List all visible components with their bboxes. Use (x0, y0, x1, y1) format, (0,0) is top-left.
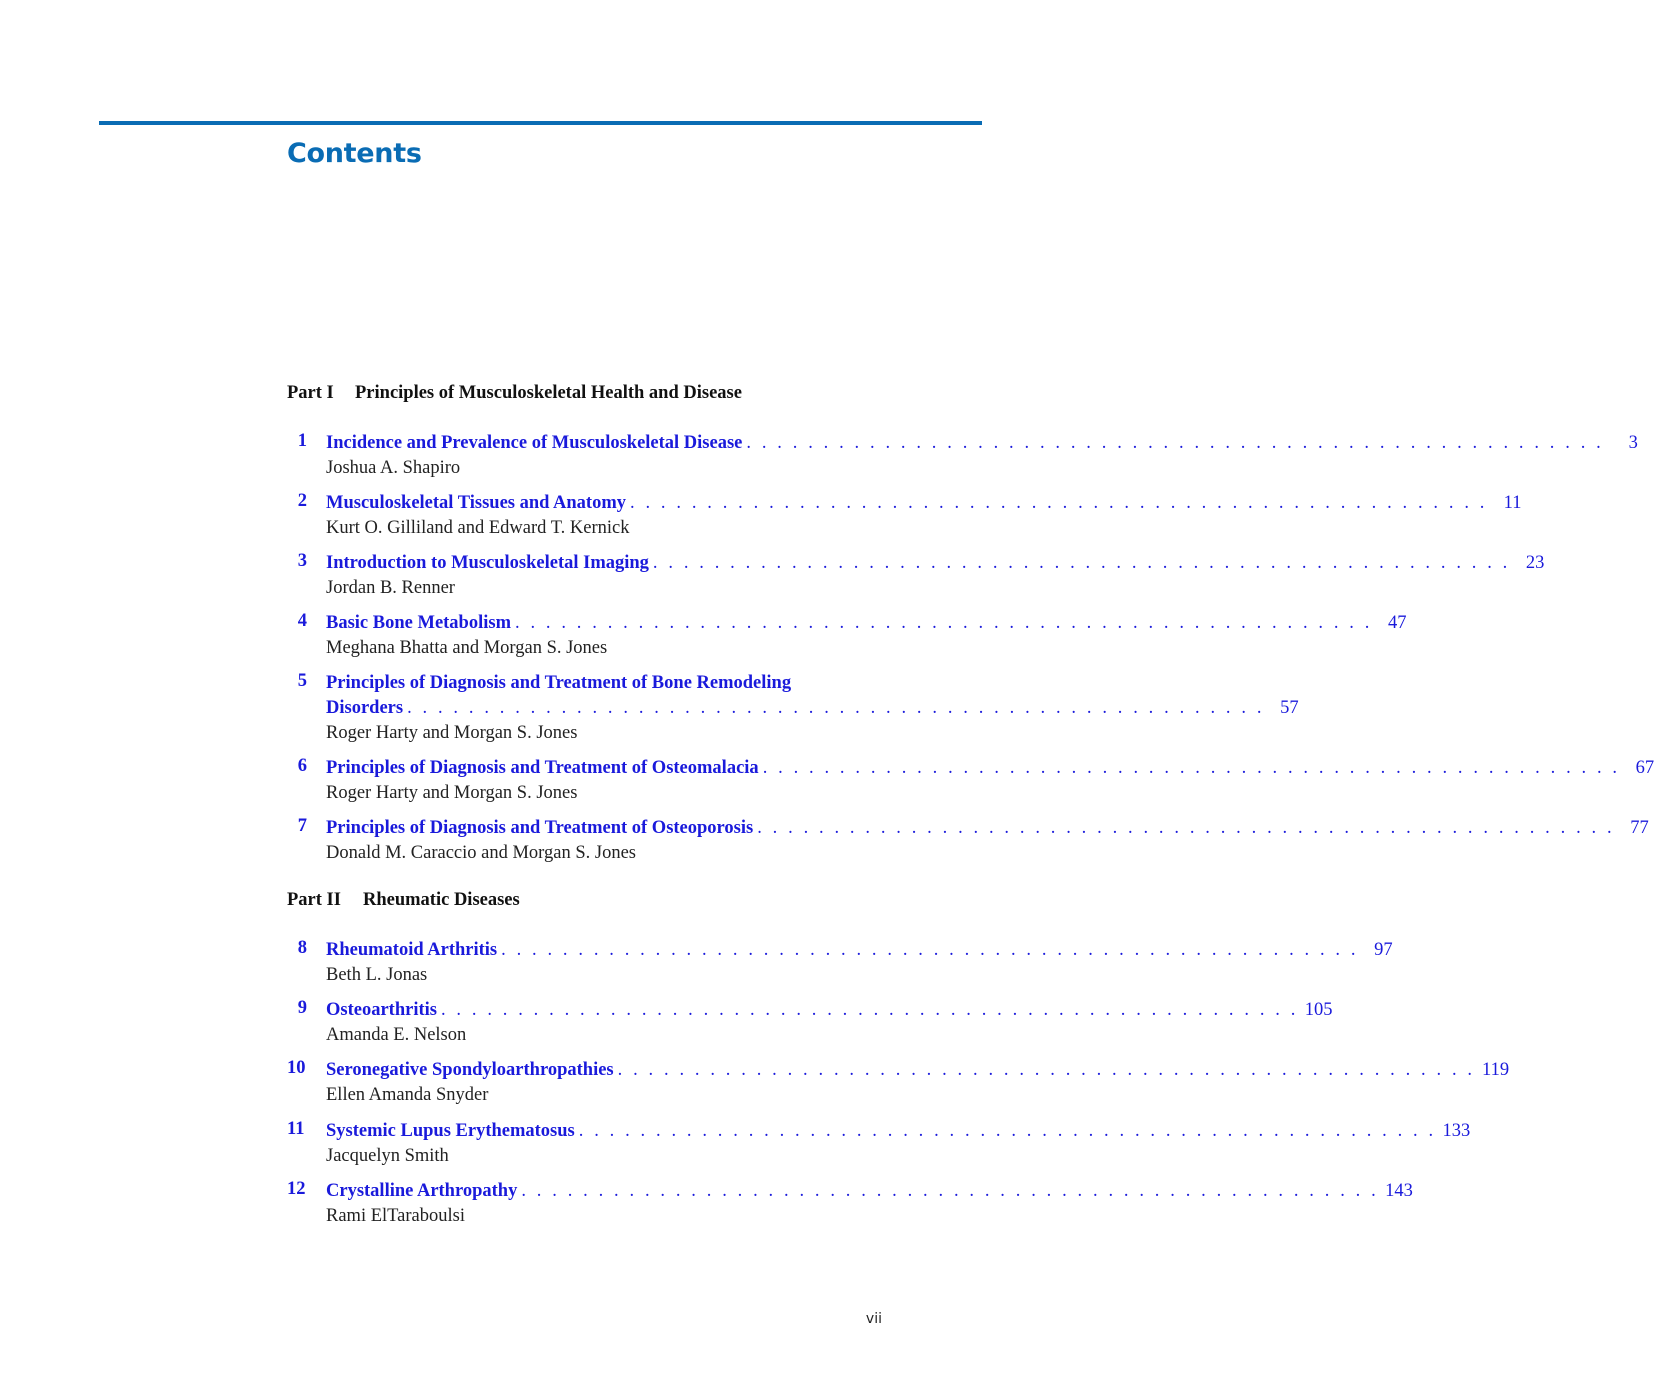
chapter-number: 7 (297, 816, 307, 836)
dot-leader: . . . . . . . . . . . . . . . . . . . . . . . . . . . . . . . . . . . . . . . . . . . . . . . . . . . . . . . . (630, 493, 1488, 513)
chapter-number: 1 (297, 431, 307, 451)
chapter-number: 9 (297, 998, 307, 1018)
chapter-authors: Joshua A. Shapiro (326, 458, 461, 478)
toc-line[interactable] (326, 431, 1638, 456)
chapter-title-link[interactable]: Crystalline Arthropathy (326, 1181, 518, 1201)
chapter-title-link[interactable]: Introduction to Musculoskeletal Imaging (326, 553, 649, 573)
chapter-authors: Kurt O. Gilliland and Edward T. Kernick (326, 518, 630, 538)
chapter-title-link[interactable]: Systemic Lupus Erythematosus (326, 1121, 575, 1141)
toc-entry-9[interactable] (287, 998, 1333, 1047)
toc-entry-6[interactable] (287, 756, 1654, 805)
page-number-link[interactable]: 77 (1630, 818, 1649, 838)
toc-line[interactable] (326, 611, 1407, 636)
chapter-number: 6 (297, 756, 307, 776)
chapter-authors: Amanda E. Nelson (326, 1025, 467, 1045)
part-heading (287, 383, 742, 404)
toc-line[interactable] (326, 1058, 1510, 1083)
chapter-number: 5 (297, 671, 307, 691)
chapter-number: 4 (297, 611, 307, 631)
chapter-title-link[interactable]: Osteoarthritis (326, 1000, 437, 1020)
chapter-title-link[interactable]: Seronegative Spondyloarthropathies (326, 1060, 614, 1080)
dot-leader: . . . . . . . . . . . . . . . . . . . . . . . . . . . . . . . . . . . . . . . . . . . . . . . . . . . . . . . . (762, 758, 1621, 778)
toc-line[interactable] (326, 491, 1522, 516)
chapter-authors: Meghana Bhatta and Morgan S. Jones (326, 638, 608, 658)
toc-entry-2[interactable] (287, 491, 1522, 540)
chapter-number: 10 (287, 1058, 306, 1078)
page-number-link[interactable]: 143 (1385, 1181, 1413, 1201)
chapter-title-link-continued[interactable]: Disorders (326, 698, 404, 718)
toc-line[interactable] (326, 816, 1649, 841)
toc-entry-1[interactable] (287, 431, 1638, 480)
dot-leader: . . . . . . . . . . . . . . . . . . . . . . . . . . . . . . . . . . . . . . . . . . . . . . . . . . . . . . . . (617, 1060, 1476, 1080)
chapter-number: 12 (287, 1179, 306, 1199)
chapter-number: 11 (287, 1119, 305, 1139)
toc-entry-12[interactable] (287, 1179, 1413, 1228)
part-heading (287, 890, 520, 911)
dot-leader: . . . . . . . . . . . . . . . . . . . . . . . . . . . . . . . . . . . . . . . . . . . . . . . . . . . . . . . . (746, 433, 1604, 453)
chapter-authors: Jacquelyn Smith (326, 1146, 449, 1166)
chapter-authors: Donald M. Caraccio and Morgan S. Jones (326, 843, 636, 863)
dot-leader: . . . . . . . . . . . . . . . . . . . . . . . . . . . . . . . . . . . . . . . . . . . . . . . . . . . . . . . . (515, 613, 1373, 633)
toc-entry-11[interactable] (287, 1119, 1471, 1168)
dot-leader: . . . . . . . . . . . . . . . . . . . . . . . . . . . . . . . . . . . . . . . . . . . . . . . . . . . . . . . . (757, 818, 1615, 838)
toc-line[interactable] (326, 1119, 1471, 1144)
toc-entry-3[interactable] (287, 551, 1545, 600)
header-rule (99, 121, 982, 125)
page-number-link[interactable]: 105 (1304, 1000, 1333, 1020)
chapter-title-link[interactable]: Incidence and Prevalence of Musculoskeletal Disease (326, 433, 743, 453)
toc-entry-7[interactable] (287, 816, 1649, 865)
page-title: Contents (287, 138, 422, 169)
dot-leader: . . . . . . . . . . . . . . . . . . . . . . . . . . . . . . . . . . . . . . . . . . . . . . . . . . . . . . . . (407, 698, 1265, 718)
chapter-authors: Roger Harty and Morgan S. Jones (326, 783, 578, 803)
toc-line[interactable] (326, 1179, 1413, 1204)
chapter-title-link[interactable]: Principles of Diagnosis and Treatment of Bone Remodeling (326, 673, 792, 693)
chapter-authors: Roger Harty and Morgan S. Jones (326, 723, 578, 743)
part-label: Part I (287, 383, 334, 403)
dot-leader: . . . . . . . . . . . . . . . . . . . . . . . . . . . . . . . . . . . . . . . . . . . . . . . . . . . . . . . . (578, 1121, 1437, 1141)
page-number-link[interactable]: 57 (1280, 698, 1299, 718)
part-title: Rheumatic Diseases (363, 890, 520, 910)
dot-leader: . . . . . . . . . . . . . . . . . . . . . . . . . . . . . . . . . . . . . . . . . . . . . . . . . . . . . . . . (521, 1181, 1379, 1201)
toc-line[interactable] (326, 551, 1545, 576)
dot-leader: . . . . . . . . . . . . . . . . . . . . . . . . . . . . . . . . . . . . . . . . . . . . . . . . . . . . . . . . (501, 940, 1359, 960)
chapter-authors: Ellen Amanda Snyder (326, 1085, 489, 1105)
part-title: Principles of Musculoskeletal Health and Disease (355, 383, 742, 403)
chapter-title-link[interactable]: Principles of Diagnosis and Treatment of Osteomalacia (326, 758, 759, 778)
part-label: Part II (287, 890, 341, 910)
toc-line[interactable] (326, 938, 1393, 963)
toc-line[interactable] (326, 671, 882, 696)
page-number-link[interactable]: 119 (1482, 1060, 1510, 1080)
page-number-link[interactable]: 23 (1525, 553, 1545, 573)
toc-entry-10[interactable] (287, 1058, 1510, 1107)
page-number-link[interactable]: 3 (1628, 433, 1638, 453)
toc-entry-4[interactable] (287, 611, 1407, 660)
chapter-authors: Jordan B. Renner (326, 578, 455, 598)
page-number-link[interactable]: 133 (1442, 1121, 1471, 1141)
toc-line[interactable] (326, 756, 1654, 781)
toc-line[interactable] (326, 998, 1333, 1023)
chapter-number: 2 (297, 491, 307, 511)
dot-leader: . . . . . . . . . . . . . . . . . . . . . . . . . . . . . . . . . . . . . . . . . . . . . . . . . . . . . . . . (440, 1000, 1299, 1020)
page-number-link[interactable]: 67 (1635, 758, 1654, 778)
toc-line[interactable] (326, 696, 1299, 721)
toc-entry-5[interactable] (287, 671, 1299, 745)
chapter-number: 8 (297, 938, 307, 958)
page-number-link[interactable]: 97 (1374, 940, 1393, 960)
dot-leader: . . . . . . . . . . . . . . . . . . . . . . . . . . . . . . . . . . . . . . . . . . . . . . . . . . . . . . . . (652, 553, 1511, 573)
chapter-authors: Beth L. Jonas (326, 965, 428, 985)
chapter-title-link[interactable]: Principles of Diagnosis and Treatment of Osteoporosis (326, 818, 754, 838)
page-number-link[interactable]: 47 (1387, 613, 1407, 633)
page-number-link[interactable]: 11 (1503, 493, 1522, 513)
chapter-number: 3 (297, 551, 307, 571)
chapter-authors: Rami ElTaraboulsi (326, 1206, 465, 1226)
toc-entry-8[interactable] (287, 938, 1393, 987)
page-folio: vii (865, 1311, 882, 1327)
chapter-title-link[interactable]: Rheumatoid Arthritis (326, 940, 498, 960)
chapter-title-link[interactable]: Basic Bone Metabolism (326, 613, 511, 633)
chapter-title-link[interactable]: Musculoskeletal Tissues and Anatomy (326, 493, 627, 513)
